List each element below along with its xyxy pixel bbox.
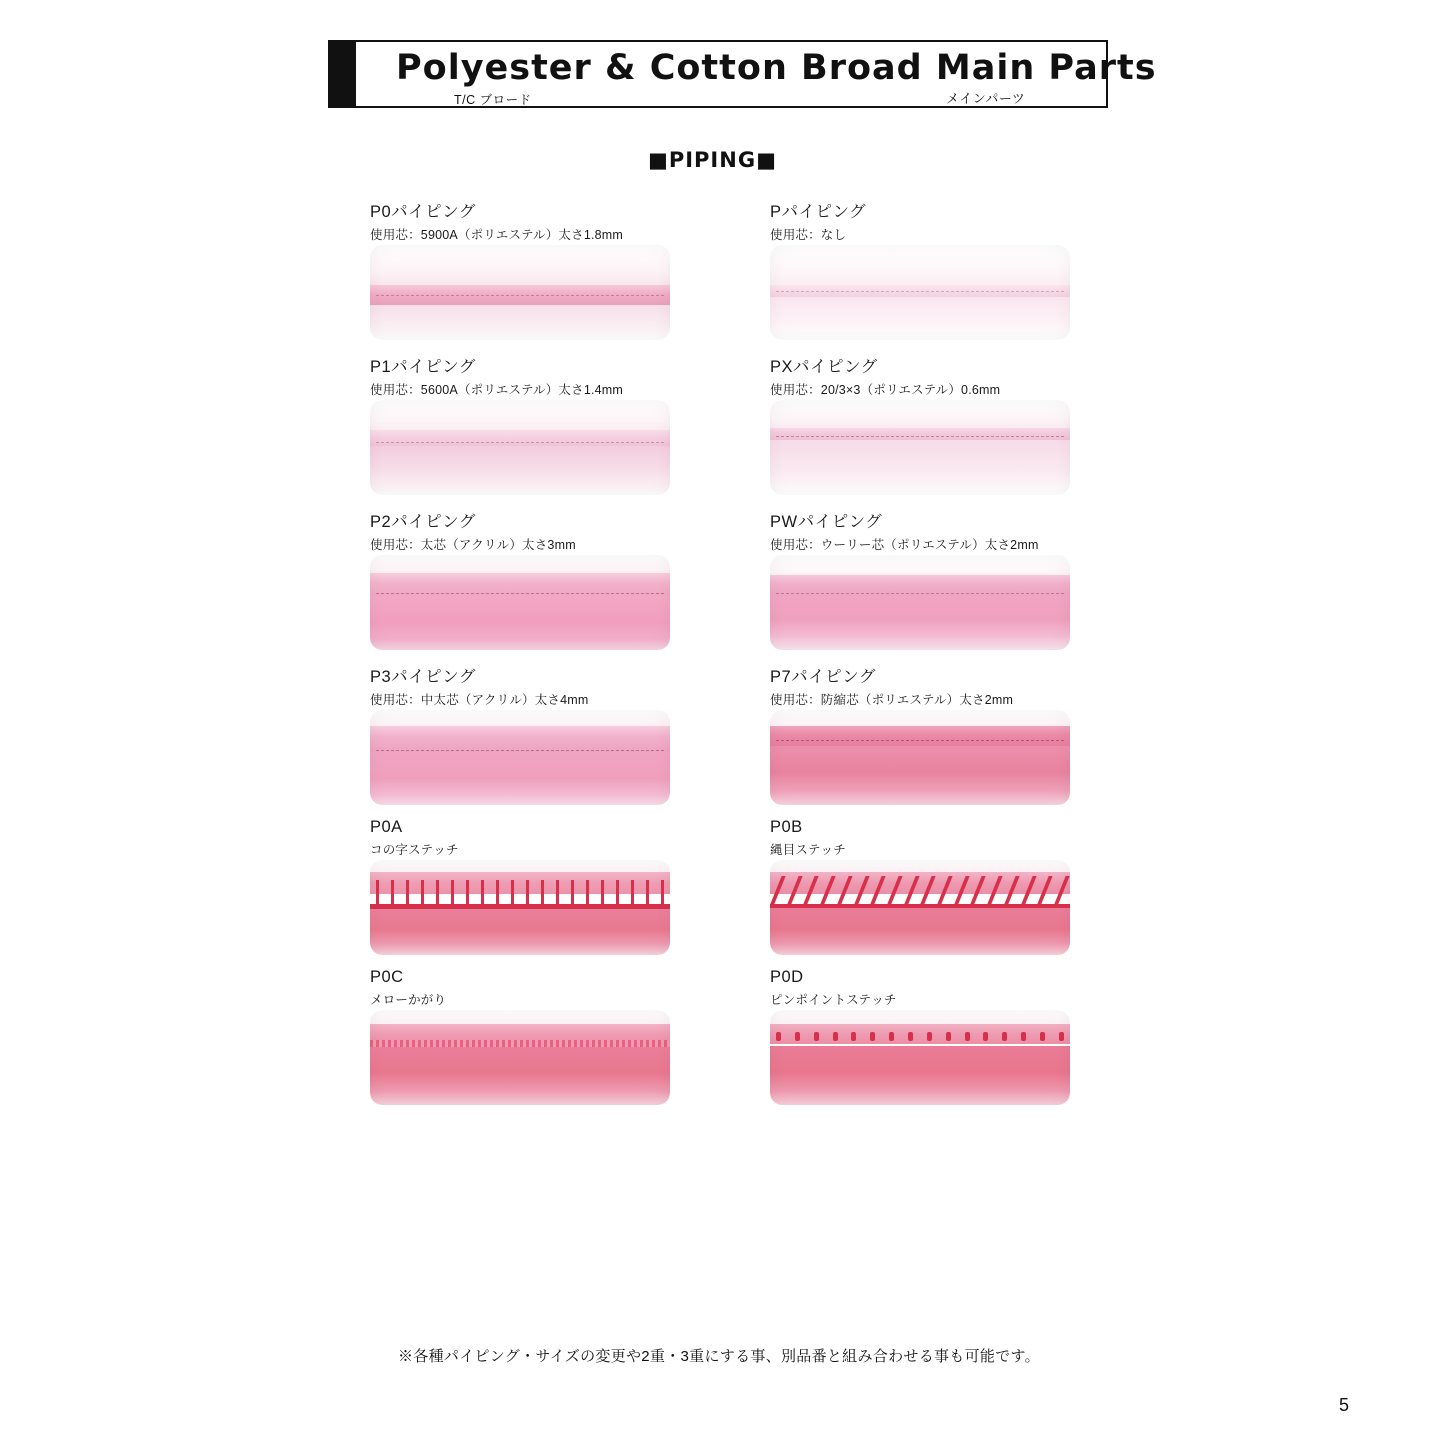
sample-image-p [770, 245, 1070, 340]
sample-cell-px [770, 353, 1070, 495]
sample-cell-p0c [370, 968, 670, 1105]
sample-cell-p2 [370, 508, 670, 650]
page-number: 5 [1338, 1395, 1349, 1415]
sample-cell-p1 [370, 353, 670, 495]
sample-cell-p7 [770, 663, 1070, 805]
sample-spec: 使用芯：5600A（ポリエステル）太さ1.4mm [370, 383, 624, 397]
sample-spec: 使用芯：なし [770, 228, 847, 242]
sample-title: P0C [370, 968, 404, 986]
sample-row [370, 818, 1080, 955]
sample-row [370, 198, 1080, 340]
sample-spec: 使用芯：太芯（アクリル）太さ3mm [370, 538, 576, 552]
sample-row [370, 353, 1080, 495]
sample-spec: 縄目ステッチ [770, 843, 846, 857]
sample-row [370, 968, 1080, 1105]
sample-title: PXパイピング [770, 358, 878, 376]
section-heading-piping: ■PIPING■ [648, 148, 777, 172]
sample-spec: 使用芯：ウーリー芯（ポリエステル）太さ2mm [770, 538, 1039, 552]
sample-spec: 使用芯：防縮芯（ポリエステル）太さ2mm [770, 693, 1014, 707]
sample-image-p0 [370, 245, 670, 340]
sample-title: P0D [770, 968, 804, 986]
stitch-pattern-bracket [370, 880, 670, 906]
stitch-pattern-pinpoint [770, 1032, 1070, 1041]
footer-note: ※各種パイピング・サイズの変更や2重・3重にする事、別品番と組み合わせる事も可能です。 [398, 1348, 1040, 1365]
sample-cell-p0 [370, 198, 670, 340]
sample-cell-p3 [370, 663, 670, 805]
sample-image-p0b [770, 860, 1070, 955]
sample-cell-p0b [770, 818, 1070, 955]
title-text-area [356, 42, 1157, 107]
piping-sample-grid [370, 198, 1080, 1118]
sample-cell-p [770, 198, 1070, 340]
sample-title: Pパイピング [770, 203, 867, 221]
page-title-banner [328, 40, 1157, 108]
sample-image-p0d [770, 1010, 1070, 1105]
sample-spec: 使用芯：20/3×3（ポリエステル）0.6mm [770, 383, 1001, 397]
sample-spec: 使用芯：中太芯（アクリル）太さ4mm [370, 693, 589, 707]
sample-title: P0B [770, 818, 803, 836]
title-accent-bar [330, 42, 356, 106]
sample-title: PWパイピング [770, 513, 883, 531]
page-subtitle-left: T/C ブロード [454, 93, 532, 107]
sample-title: P3パイピング [370, 668, 476, 686]
sample-image-p0a [370, 860, 670, 955]
stitch-pattern-rope [770, 876, 1070, 904]
page-title: Polyester & Cotton Broad Main Parts [396, 48, 1157, 88]
page-subtitle-right: メインパーツ [946, 91, 1026, 106]
sample-row [370, 663, 1080, 805]
sample-title: P1パイピング [370, 358, 476, 376]
sample-image-p7 [770, 710, 1070, 805]
sample-image-px [770, 400, 1070, 495]
sample-title: P2パイピング [370, 513, 476, 531]
sample-image-p3 [370, 710, 670, 805]
sample-title: P7パイピング [770, 668, 876, 686]
sample-image-pw [770, 555, 1070, 650]
sample-spec: ピンポイントステッチ [770, 993, 897, 1007]
sample-cell-pw [770, 508, 1070, 650]
sample-spec: コの字ステッチ [370, 843, 459, 857]
sample-image-p1 [370, 400, 670, 495]
sample-image-p0c [370, 1010, 670, 1105]
sample-cell-p0a [370, 818, 670, 955]
sample-image-p2 [370, 555, 670, 650]
sample-cell-p0d [770, 968, 1070, 1105]
sample-spec: メローかがり [370, 993, 447, 1007]
sample-title: P0パイピング [370, 203, 476, 221]
sample-row [370, 508, 1080, 650]
sample-spec: 使用芯：5900A（ポリエステル）太さ1.8mm [370, 228, 624, 242]
sample-title: P0A [370, 818, 403, 836]
